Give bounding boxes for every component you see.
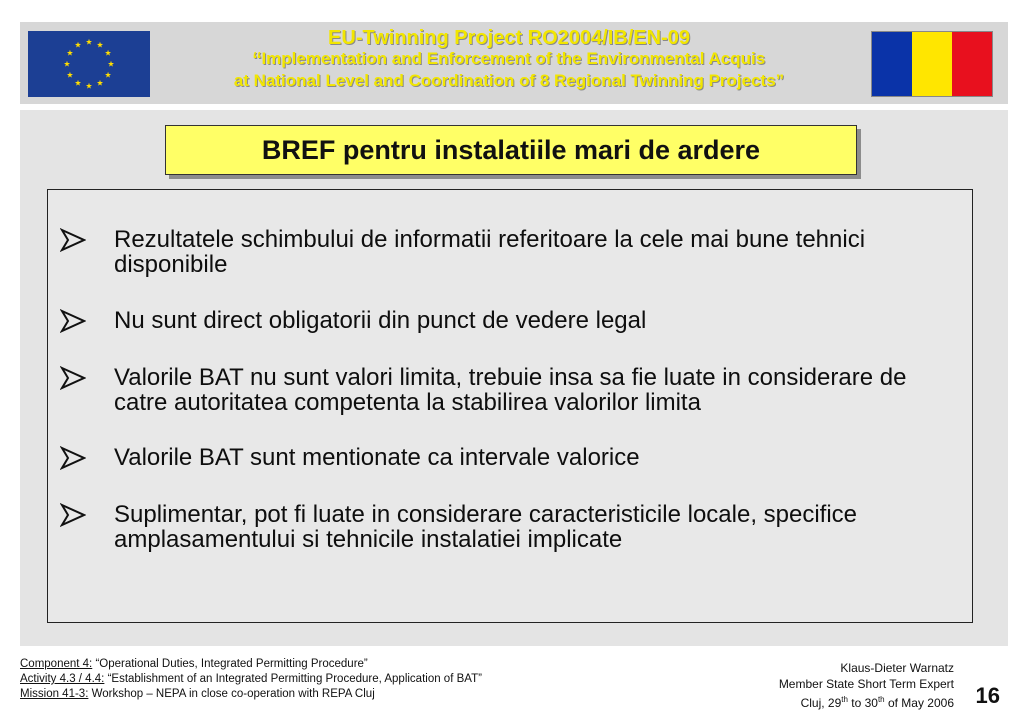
eu-star [67,50,73,56]
arrow-bullet-icon [60,366,86,390]
slide-title-box [165,125,857,175]
eu-star [75,80,81,86]
footer-component-line: Component 4: “Operational Duties, Integrated Permitting Procedure” [20,658,368,670]
list-item-text: Valorile BAT sunt mentionate ca intervale valorice [114,444,640,471]
footer-mission-line: Mission 41-3: Workshop – NEPA in close co-operation with REPA Cluj [20,688,375,700]
flag-stripe-red [952,32,992,96]
eu-star [75,42,81,48]
eu-flag-icon [28,31,150,97]
flag-stripe-blue [872,32,912,96]
arrow-bullet-icon [60,446,86,470]
footer [20,657,1010,710]
author-name: Klaus-Dieter Warnatz [840,661,954,675]
bullet-list [47,189,973,623]
slide-body [20,110,1008,646]
slide-title: BREF pentru instalatiile mari de ardere [261,134,761,165]
project-subtitle-line2: at National Level and Coordination of 8 Regional Twinning Projects” [233,71,785,90]
eu-star [105,72,111,78]
eu-star [105,50,111,56]
eu-star [108,61,114,67]
event-date: Cluj, 29th to 30th of May 2006 [800,695,954,710]
list-item-text: Valorile BAT nu sunt valori limita, trebuie insa sa fie luate in considerare de catre autoritatea competenta la stabilirea valorilor limita [114,364,907,416]
eu-star [97,80,103,86]
footer-project-info [20,657,482,702]
arrow-bullet-icon [60,309,86,333]
arrow-bullet-icon [60,503,86,527]
footer-author-info [779,661,954,712]
author-role: Member State Short Term Expert [778,676,954,691]
project-title [160,28,858,90]
eu-star [67,72,73,78]
eu-star [64,61,70,67]
footer-activity-line: Activity 4.3 / 4.4: “Establishment of an Integrated Permitting Procedure, Application of BAT” [20,673,482,685]
list-item-text: Nu sunt direct obligatorii din punct de vedere legal [114,307,647,334]
eu-star [97,42,103,48]
arrow-bullet-icon [60,228,86,252]
page-number: 16 [975,683,1000,708]
header-banner [20,22,1008,104]
project-code: EU-Twinning Project RO2004/IB/EN-09 [328,27,690,49]
flag-stripe-yellow [912,32,952,96]
eu-star [86,83,92,89]
eu-star [86,39,92,45]
list-item-text: Rezultatele schimbului de informatii referitoare la cele mai bune tehnici disponibile [114,226,866,278]
project-subtitle-line1: “Implementation and Enforcement of the Environmental Acquis [252,46,766,76]
romania-flag-icon [871,31,993,97]
list-item-text: Suplimentar, pot fi luate in considerare caracteristicile locale, specifice amplasamentului si tehnicile instalatiei implicate [114,501,858,553]
